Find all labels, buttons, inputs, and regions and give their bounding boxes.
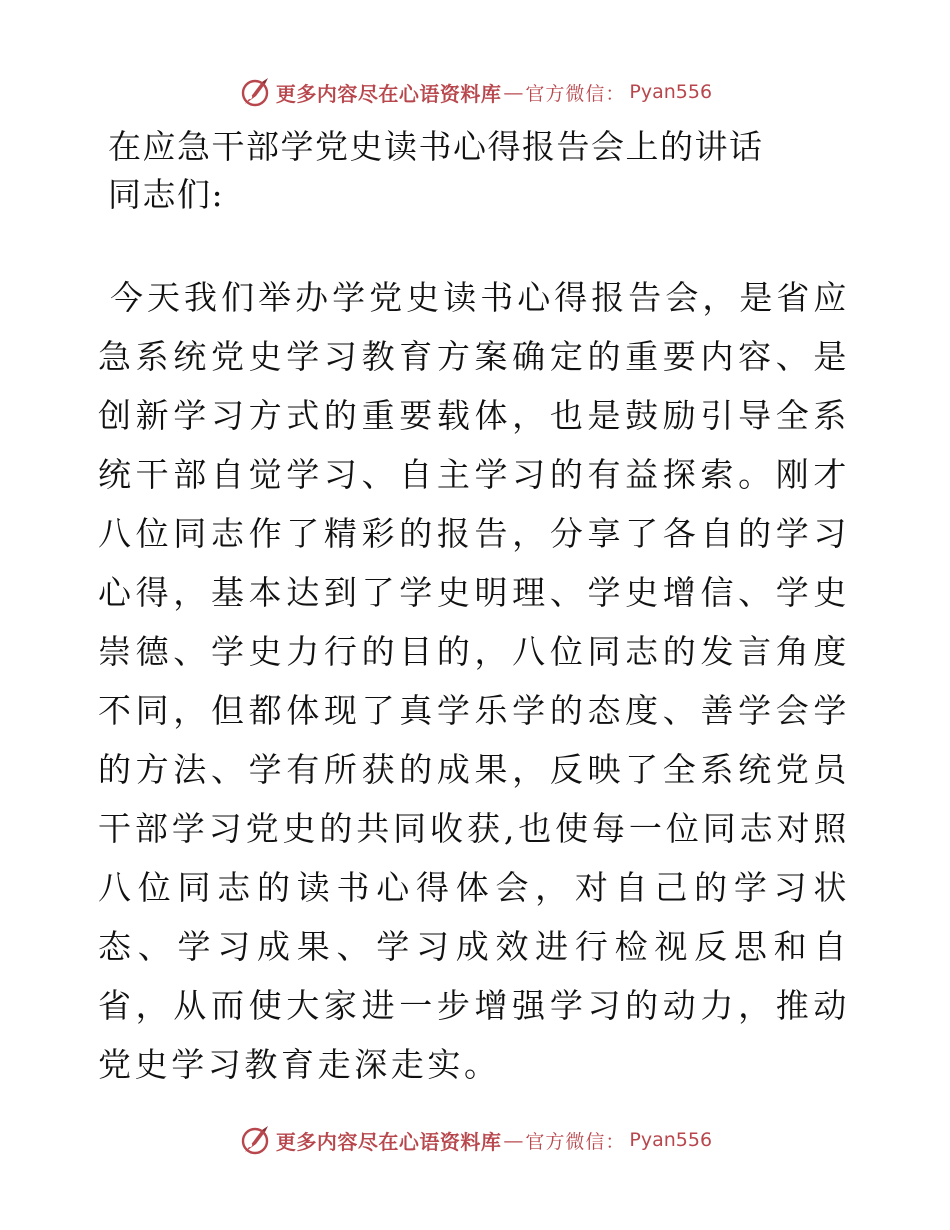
salutation: 同志们: bbox=[108, 175, 225, 214]
watermark-wechat-id: Pyan556 bbox=[629, 81, 713, 103]
watermark-main-text: 更多内容尽在心语资料库 bbox=[275, 1129, 502, 1154]
watermark-separator: — bbox=[503, 1128, 524, 1152]
watermark-wechat-label: 官方微信： bbox=[525, 82, 626, 105]
body-paragraph: 今天我们举办学党史读书心得报告会，是省应急系统党史学习教育方案确定的重要内容、是创新学习方式的重要载体，也是鼓励引导全系统干部自觉学习、自主学习的有益探索。刚才八位同志作了精彩的报告，分享了各自的学习心得，基本达到了学史明理、学史增信、学史崇德、学史力行的目的，八位同志的发言角度不同，但都体现了真学乐学的态度、善学会学的方法、学有所获的成果，反映了全系统党员干部学习党史的共同收获,也使每一位同志对照八位同志的读书心得体会，对自己的学习状态、学习成果、学习成效进行检视反思和自省，从而使大家进一步增强学习的动力，推动党史学习教育走深走实。 bbox=[98, 278, 850, 1084]
watermark-wechat-label: 官方微信： bbox=[525, 1130, 626, 1153]
document-title: 在应急干部学党史读书心得报告会上的讲话 bbox=[108, 127, 764, 166]
quill-pen-logo-icon bbox=[238, 75, 272, 109]
quill-pen-logo-icon bbox=[238, 1123, 272, 1157]
watermark-separator: — bbox=[503, 80, 524, 104]
watermark-main-text: 更多内容尽在心语资料库 bbox=[275, 81, 502, 106]
header-watermark bbox=[0, 72, 950, 112]
watermark-wechat-id: Pyan556 bbox=[629, 1129, 713, 1151]
footer-watermark bbox=[0, 1120, 950, 1160]
